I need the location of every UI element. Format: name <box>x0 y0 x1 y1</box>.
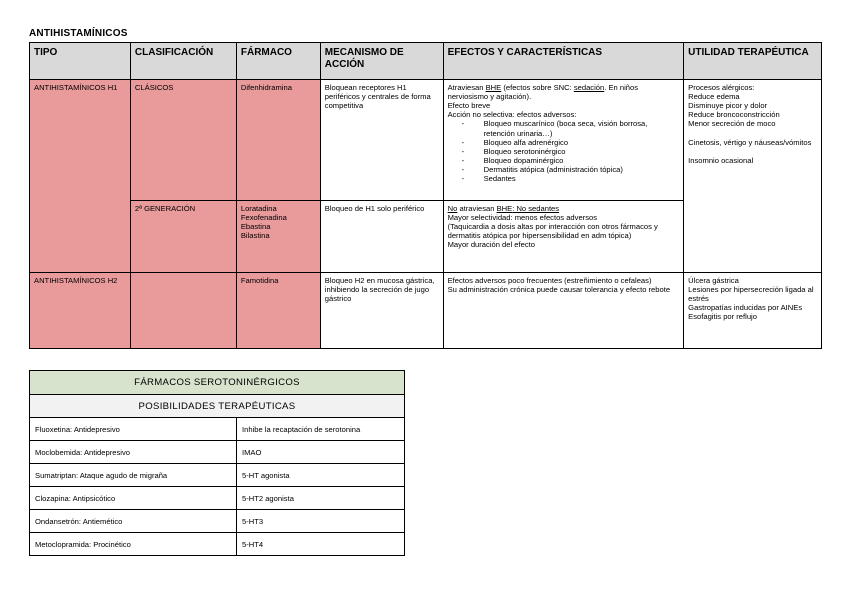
header-row <box>30 43 822 80</box>
action-cell: 5-HT2 agonista <box>237 487 405 510</box>
utilidad-item: Menor secreción de moco <box>688 119 776 129</box>
utilidad-item: Esofagitis por reflujo <box>688 312 757 322</box>
tipo-h2: ANTIHISTAMÍNICOS H2 <box>30 273 131 349</box>
clasificacion-clasicos: CLÁSICOS <box>130 80 236 201</box>
farmaco-difenhidramina: Difenhidramina <box>236 80 320 201</box>
list-item: - Sedantes <box>476 174 680 183</box>
list-item: - Dermatitis atópica (administración tópica) <box>476 165 680 174</box>
utilidad-item: Reduce broncoconstricción <box>688 110 780 120</box>
bloqueo-list <box>448 119 680 183</box>
drug-cell: Sumatriptan: Ataque agudo de migraña <box>30 464 237 487</box>
no-sedantes-line <box>448 204 680 213</box>
sedacion-text: sedación <box>573 83 605 92</box>
utilidad-item: Gastropatías inducidas por AINEs <box>688 303 803 313</box>
text: . En niños nerviosismo y agitación). <box>447 83 639 102</box>
efecto-line: Su administración crónica puede causar tolerancia y efecto rebote <box>447 285 671 295</box>
farmacos-segunda <box>236 201 320 273</box>
efecto-line: (Taquicardia a dosis altas por interacción con otros fármacos y dermatitis atópica por hipersensibilidad en adm tópica) <box>447 222 658 241</box>
mecanismo-h2: Bloqueo H2 en mucosa gástrica, inhibiendo la secreción de jugo gástrico <box>320 273 443 349</box>
table-row <box>30 273 822 349</box>
efectos-h2 <box>443 273 684 349</box>
drug-cell: Fluoxetina: Antidepresivo <box>30 418 237 441</box>
utilidad-h1 <box>684 80 822 273</box>
table-row <box>30 80 822 201</box>
drug-cell: Clozapina: Antipsicótico <box>30 487 237 510</box>
action-cell: Inhibe la recaptación de serotonina <box>237 418 405 441</box>
clasificacion-h2 <box>130 273 236 349</box>
text: Atraviesan <box>447 83 486 92</box>
bhe-text: BHE <box>485 83 502 92</box>
action-cell: 5-HT3 <box>237 510 405 533</box>
header-mecanismo: MECANISMO DE ACCIÓN <box>320 43 443 80</box>
list-item: - Bloqueo serotoninérgico <box>476 147 680 156</box>
serotonin-subtitle-row <box>30 395 405 418</box>
document-title: ANTIHISTAMÍNICOS <box>29 28 128 39</box>
action-cell: 5-HT4 <box>237 533 405 556</box>
efectos-bhe-line <box>448 83 680 101</box>
utilidad-item: Lesiones por hipersecreción ligada al estrés <box>688 285 814 304</box>
efectos-clasicos <box>443 80 684 201</box>
no-text: No <box>447 204 458 213</box>
serotonin-table <box>29 370 405 556</box>
farmaco-item: Bilastina <box>240 231 270 241</box>
clasificacion-segunda: 2ª GENERACIÓN <box>130 201 236 273</box>
serotonin-title: FÁRMACOS SEROTONINÉRGICOS <box>30 371 405 395</box>
utilidad-item: Cinetosis, vértigo y náuseas/vómitos <box>688 137 812 147</box>
drug-cell: Ondansetrón: Antiemético <box>30 510 237 533</box>
accion-no-selectiva: Acción no selectiva: efectos adversos: <box>447 110 577 120</box>
table-row <box>30 487 405 510</box>
efecto-line: Efectos adversos poco frecuentes (estreñimiento o cefaleas) <box>447 276 652 285</box>
list-item: - Bloqueo dopaminérgico <box>476 156 680 165</box>
efecto-breve: Efecto breve <box>447 101 491 111</box>
table-row <box>30 418 405 441</box>
serotonin-title-row <box>30 371 405 395</box>
utilidad-item: Procesos alérgicos: <box>688 83 755 92</box>
drug-cell: Metoclopramida: Procinético <box>30 533 237 556</box>
serotonin-subtitle: POSIBILIDADES TERAPÉUTICAS <box>30 395 405 418</box>
utilidad-item: Úlcera gástrica <box>688 276 739 285</box>
header-clasificacion: CLASIFICACIÓN <box>130 43 236 80</box>
utilidad-item: Reduce edema <box>688 92 740 102</box>
spacer <box>688 147 817 156</box>
utilidad-item: Disminuye picor y dolor <box>688 101 768 111</box>
efectos-segunda <box>443 201 684 273</box>
tipo-h1: ANTIHISTAMÍNICOS H1 <box>34 83 118 92</box>
efecto-line: Mayor selectividad: menos efectos adversos <box>447 213 598 223</box>
table-row <box>30 533 405 556</box>
mecanismo-segunda: Bloqueo de H1 solo periférico <box>320 201 443 273</box>
farmaco-item: Ebastina <box>240 222 271 232</box>
header-efectos: EFECTOS Y CARACTERÍSTICAS <box>443 43 684 80</box>
efecto-line: Mayor duración del efecto <box>447 240 535 250</box>
header-tipo: TIPO <box>30 43 131 80</box>
spacer <box>688 129 817 138</box>
list-item: - Bloqueo alfa adrenérgico <box>476 138 680 147</box>
text: (efectos sobre SNC: <box>501 83 574 92</box>
list-item: - Bloqueo muscarínico (boca seca, visión borrosa, retención urinaria…) <box>476 119 680 137</box>
farmaco-famotidina: Famotidina <box>236 273 320 349</box>
header-farmaco: FÁRMACO <box>236 43 320 80</box>
no-sedantes-text: : No sedantes <box>512 204 560 213</box>
tipo-h1-cell <box>30 80 131 273</box>
table-row <box>30 510 405 533</box>
farmaco-item: Fexofenadina <box>240 213 287 223</box>
utilidad-h2 <box>684 273 822 349</box>
header-utilidad: UTILIDAD TERAPÉUTICA <box>684 43 822 80</box>
mecanismo-clasicos: Bloquean receptores H1 periféricos y centrales de forma competitiva <box>320 80 443 201</box>
farmaco-item: Loratadina <box>240 204 277 213</box>
action-cell: IMAO <box>237 441 405 464</box>
drug-cell: Moclobemida: Antidepresivo <box>30 441 237 464</box>
action-cell: 5-HT agonista <box>237 464 405 487</box>
table-row <box>30 441 405 464</box>
table-row <box>30 464 405 487</box>
utilidad-item: Insomnio ocasional <box>688 155 754 165</box>
bhe-text: BHE <box>496 204 513 213</box>
antihistamine-table <box>29 42 822 349</box>
text: atraviesan <box>457 204 497 213</box>
